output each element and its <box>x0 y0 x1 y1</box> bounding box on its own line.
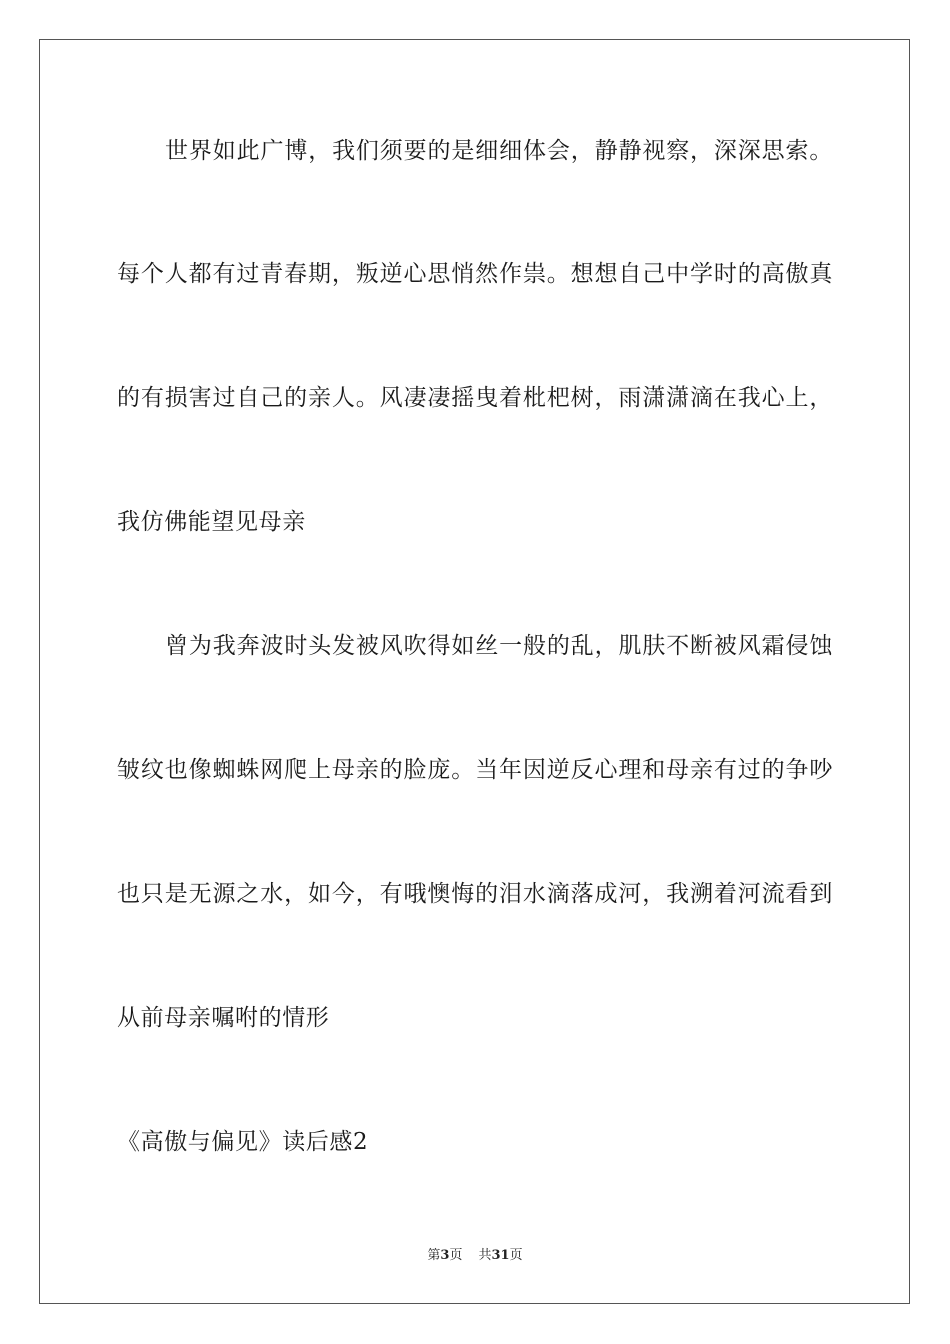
page-border <box>39 39 910 1304</box>
page-number: 第3页 <box>427 1248 463 1263</box>
paragraph-line: 皱纹也像蜘蛛网爬上母亲的脸庞。当年因逆反心理和母亲有过的争吵 <box>117 757 833 783</box>
paragraph-line: 曾为我奔波时头发被风吹得如丝一般的乱，肌肤不断被风霜侵蚀 <box>165 633 833 659</box>
section-heading: 《高傲与偏见》读后感2 <box>117 1129 369 1155</box>
paragraph-line: 世界如此广博，我们须要的是细细体会，静静视察，深深思索。 <box>165 138 833 164</box>
paragraph-line: 也只是无源之水，如今，有哦懊悔的泪水滴落成河，我溯着河流看到 <box>117 881 833 907</box>
paragraph-line: 我仿佛能望见母亲 <box>117 509 306 535</box>
paragraph-line: 的有损害过自己的亲人。风凄凄摇曳着枇杷树，雨潇潇滴在我心上， <box>117 385 833 411</box>
paragraph-line: 每个人都有过青春期，叛逆心思悄然作祟。想想自己中学时的高傲真 <box>117 261 833 287</box>
page-footer <box>0 1247 950 1265</box>
total-pages: 共31页 <box>478 1248 523 1263</box>
paragraph-line: 从前母亲嘱咐的情形 <box>117 1005 330 1031</box>
